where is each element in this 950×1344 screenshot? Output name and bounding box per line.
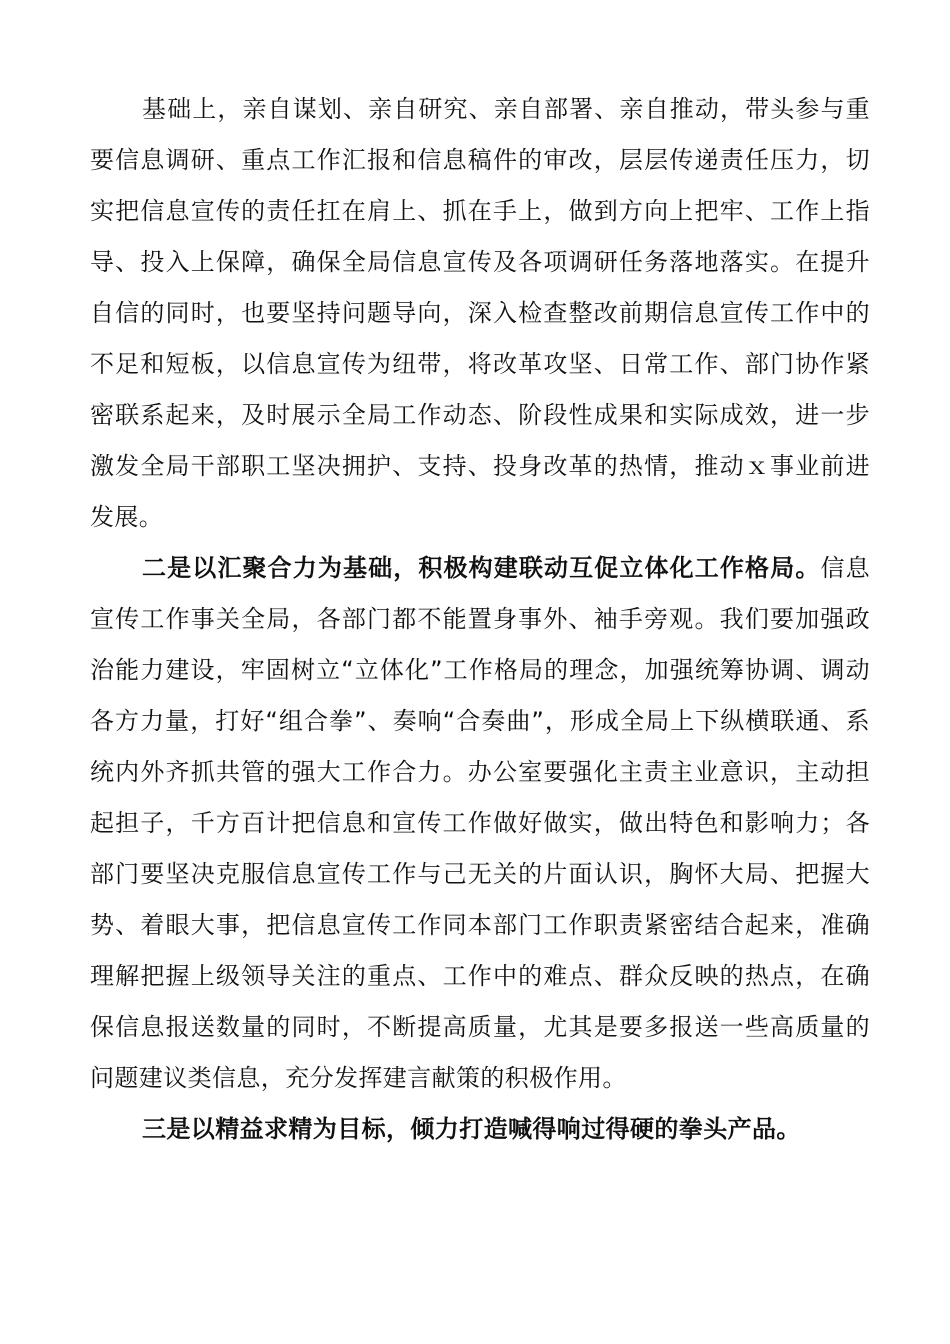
paragraph-section-two bbox=[90, 543, 870, 1104]
paragraph-continuation bbox=[90, 84, 870, 543]
document-page bbox=[90, 84, 870, 1155]
paragraph-text: 基础上，亲自谋划、亲自研究、亲自部署、亲自推动，带头参与重要信息调研、重点工作汇报和信息稿件的审改，层层传递责任压力，切实把信息宣传的责任扛在肩上、抓在手上，做到方向上把牢、工作上指导、投入上保障，确保全局信息宣传及各项调研任务落地落实。在提升自信的同时，也要坚持问题导向，深入检查整改前期信息宣传工作中的不足和短板，以信息宣传为纽带，将改革攻坚、日常工作、部门协作紧密联系起来，及时展示全局工作动态、阶段性成果和实际成效，进一步激发全局干部职工坚决拥护、支持、投身改革的热情，推动ｘ事业前进发展。 bbox=[90, 95, 870, 531]
section-two-heading: 二是以汇聚合力为基础，积极构建联动互促立体化工作格局。 bbox=[142, 554, 821, 582]
section-three-heading: 三是以精益求精为目标，倾力打造喊得响过得硬的拳头产品。 bbox=[142, 1115, 801, 1143]
paragraph-section-three bbox=[90, 1104, 870, 1155]
section-two-body: 信息宣传工作事关全局，各部门都不能置身事外、袖手旁观。我们要加强政治能力建设，牢固树立“立体化”工作格局的理念，加强统筹协调、调动各方力量，打好“组合拳”、奏响“合奏曲”，形成全局上下纵横联通、系统内外齐抓共管的强大工作合力。办公室要强化主责主业意识，主动担起担子，千方百计把信息和宣传工作做好做实，做出特色和影响力；各部门要坚决克服信息宣传工作与己无关的片面认识，胸怀大局、把握大势、着眼大事，把信息宣传工作同本部门工作职责紧密结合起来，准确理解把握上级领导关注的重点、工作中的难点、群众反映的热点，在确保信息报送数量的同时，不断提高质量，尤其是要多报送一些高质量的问题建议类信息，充分发挥建言献策的积极作用。 bbox=[90, 554, 870, 1092]
